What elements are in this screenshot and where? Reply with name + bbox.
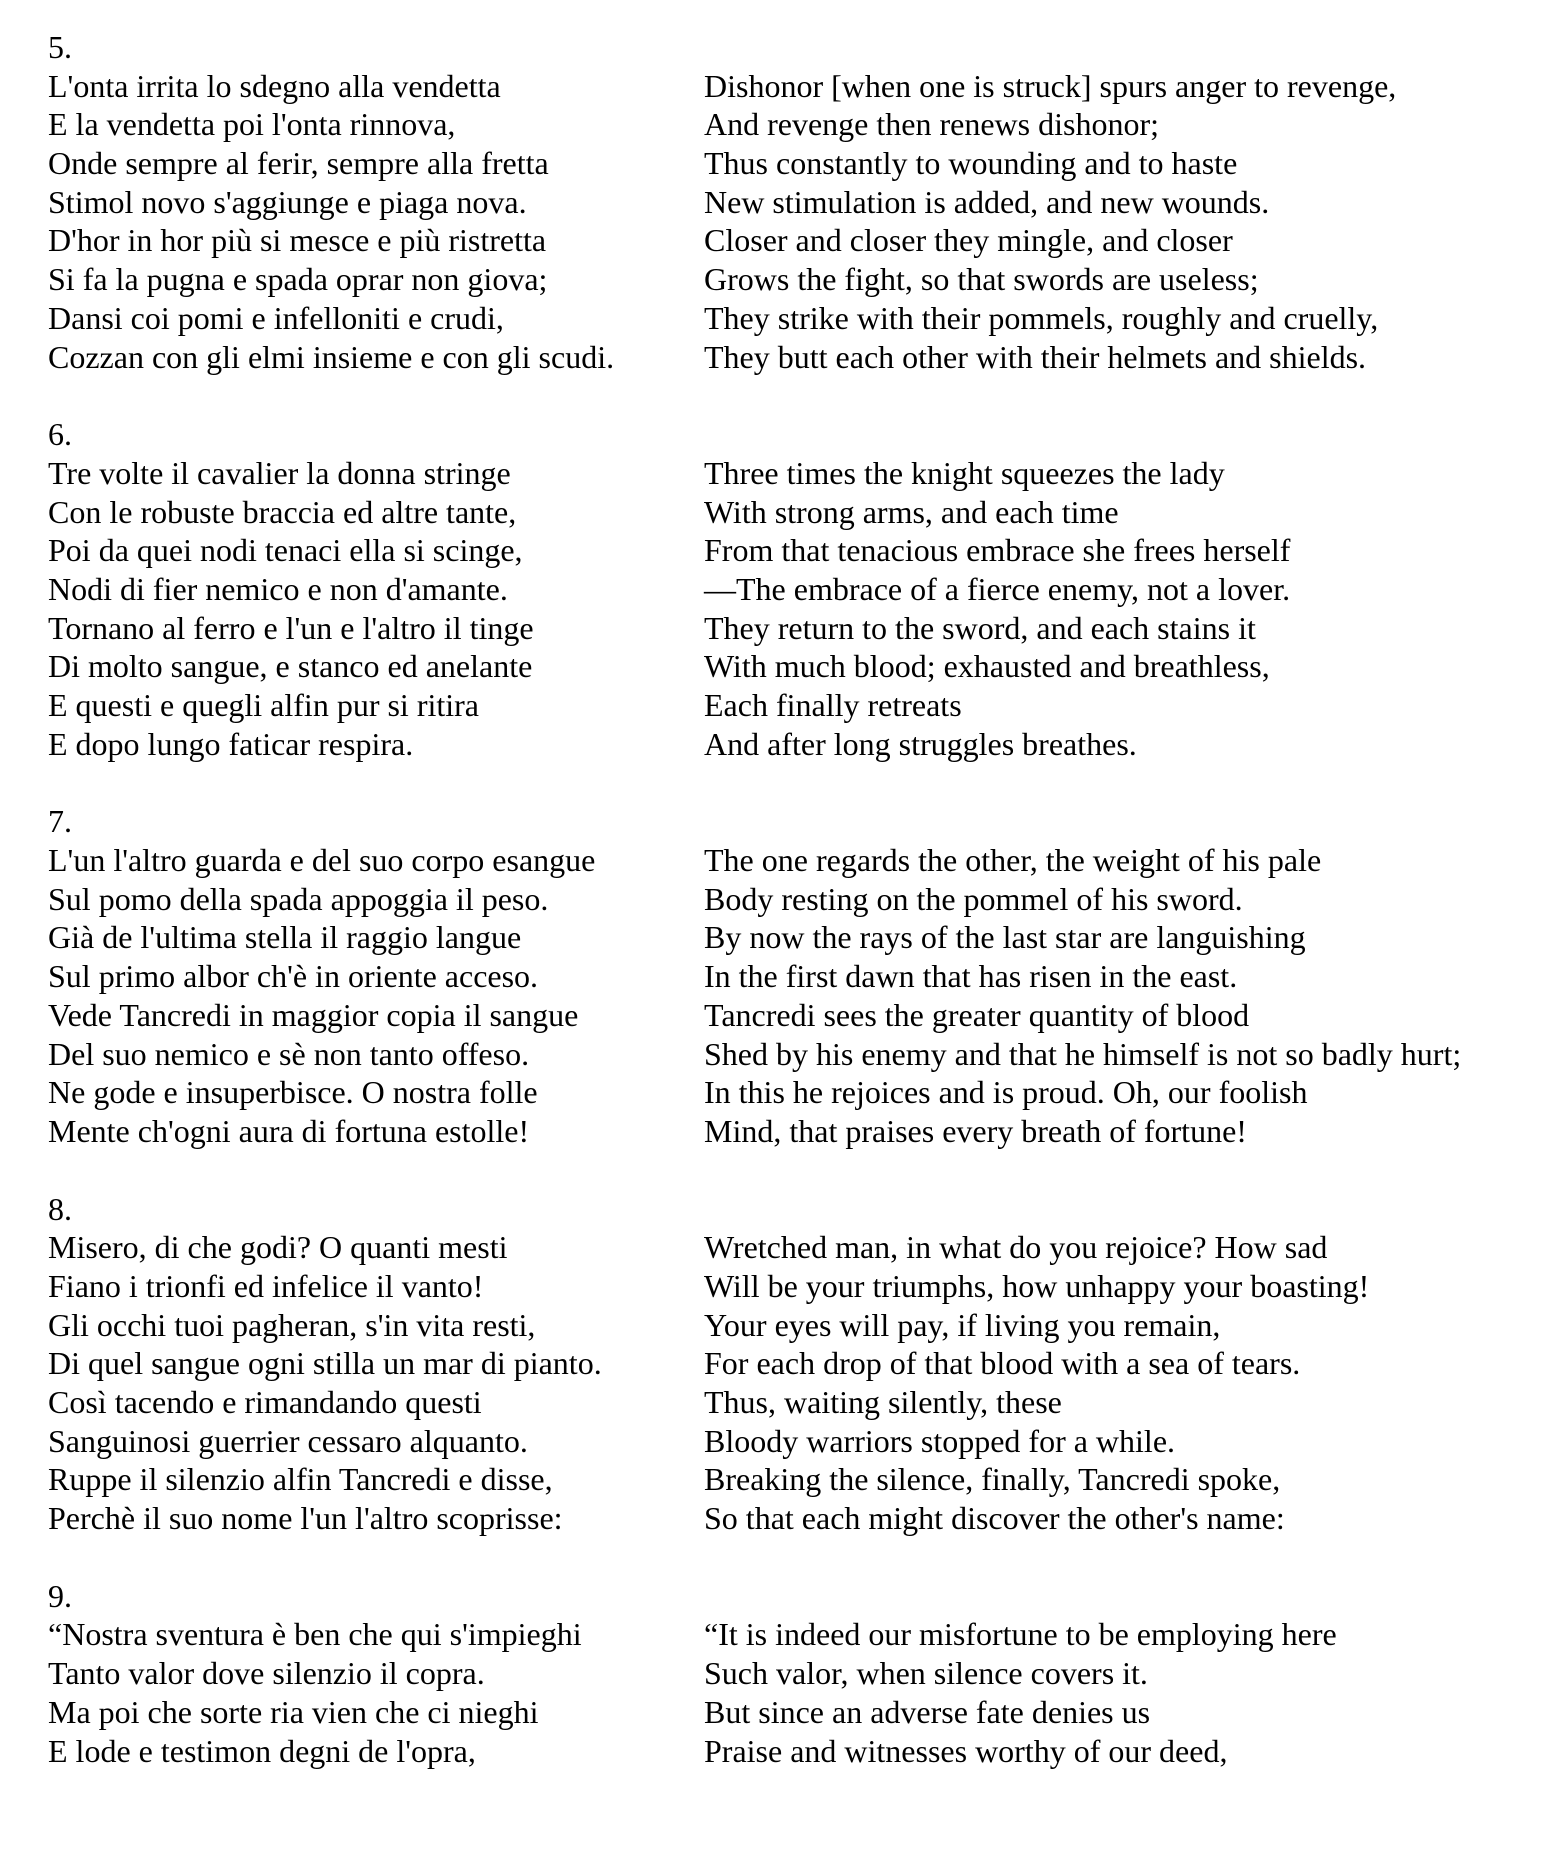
italian-verse-line: Nodi di fier nemico e non d'amante. [48, 570, 508, 607]
italian-verse-line: Così tacendo e rimandando questi [48, 1384, 482, 1420]
stanza-number: 5. [48, 29, 72, 65]
verse-row [0, 260, 1544, 299]
italian-verse-line: Tornano al ferro e l'un e l'altro il tinge [48, 609, 534, 646]
italian-verse-line: E dopo lungo faticar respira. [48, 725, 414, 762]
verse-row [0, 1306, 1544, 1345]
verse-row [0, 647, 1544, 686]
stanza-number-row [0, 28, 1544, 67]
verse-row [0, 67, 1544, 106]
bilingual-poem-document [0, 28, 1544, 1809]
italian-verse-line: Sul pomo della spada appoggia il peso. [48, 880, 549, 917]
verse-row [0, 144, 1544, 183]
english-translation-line: New stimulation is added, and new wounds. [704, 183, 1270, 220]
english-translation-line: Dishonor [when one is struck] spurs anger to revenge, [704, 67, 1397, 104]
english-translation-line: Thus, waiting silently, these [704, 1384, 1062, 1420]
verse-row [0, 880, 1544, 919]
english-translation-line: Your eyes will pay, if living you remain, [704, 1306, 1221, 1343]
verse-row [0, 1654, 1544, 1693]
stanza-number: 6. [48, 416, 72, 453]
english-translation-line: From that tenacious embrace she frees herself [704, 532, 1291, 569]
english-translation-line: Shed by his enemy and that he himself is not so badly hurt; [704, 1035, 1462, 1072]
stanza [0, 1577, 1544, 1770]
english-translation-line: —The embrace of a fierce enemy, not a lover. [704, 570, 1291, 607]
italian-verse-line: Sanguinosi guerrier cessaro alquanto. [48, 1422, 528, 1459]
english-translation-line: So that each might discover the other's name: [704, 1500, 1285, 1537]
verse-row [0, 493, 1544, 532]
italian-verse-line: Ne gode e insuperbisce. O nostra folle [48, 1074, 538, 1111]
italian-verse-line: Di molto sangue, e stanco ed anelante [48, 648, 533, 685]
italian-verse-line: Vede Tancredi in maggior copia il sangue [48, 996, 579, 1033]
english-translation-line: They butt each other with their helmets and shields. [704, 338, 1367, 375]
stanza-number-row [0, 415, 1544, 454]
verse-row [0, 1732, 1544, 1771]
verse-row [0, 609, 1544, 648]
english-translation-line: In this he rejoices and is proud. Oh, our foolish [704, 1074, 1308, 1111]
english-translation-line: Such valor, when silence covers it. [704, 1655, 1148, 1692]
italian-verse-line: D'hor in hor più si mesce e più ristretta [48, 222, 547, 259]
italian-verse-line: Dansi coi pomi e infelloniti e crudi, [48, 299, 504, 336]
italian-verse-line: Fiano i trionfi ed infelice il vanto! [48, 1267, 484, 1304]
verse-row [0, 1267, 1544, 1306]
english-translation-line: They strike with their pommels, roughly and cruelly, [704, 299, 1379, 336]
italian-verse-line: “Nostra sventura è ben che qui s'impieghi [48, 1616, 582, 1653]
italian-verse-line: Misero, di che godi? O quanti mesti [48, 1229, 508, 1266]
italian-verse-line: Mente ch'ogni aura di fortuna estolle! [48, 1112, 530, 1149]
english-translation-line: And after long struggles breathes. [704, 725, 1137, 762]
english-translation-line: Bloody warriors stopped for a while. [704, 1422, 1176, 1459]
stanza [0, 1190, 1544, 1538]
verse-row [0, 1228, 1544, 1267]
stanza-number-row [0, 802, 1544, 841]
verse-row [0, 183, 1544, 222]
verse-row [0, 1112, 1544, 1151]
english-translation-line: For each drop of that blood with a sea of tears. [704, 1345, 1301, 1382]
verse-row [0, 338, 1544, 377]
italian-verse-line: Già de l'ultima stella il raggio langue [48, 919, 522, 956]
verse-row [0, 454, 1544, 493]
english-translation-line: “It is indeed our misfortune to be employing here [704, 1616, 1337, 1653]
verse-row [0, 1383, 1544, 1422]
english-translation-line: Grows the fight, so that swords are useless; [704, 261, 1259, 298]
verse-row [0, 1035, 1544, 1074]
english-translation-line: In the first dawn that has risen in the east. [704, 958, 1238, 995]
english-translation-line: Closer and closer they mingle, and closer [704, 222, 1233, 259]
italian-verse-line: Di quel sangue ogni stilla un mar di pianto. [48, 1345, 602, 1382]
italian-verse-line: E questi e quegli alfin pur si ritira [48, 687, 479, 723]
italian-verse-line: Si fa la pugna e spada oprar non giova; [48, 261, 548, 298]
stanza-number-row [0, 1190, 1544, 1229]
english-translation-line: Body resting on the pommel of his sword. [704, 880, 1243, 917]
italian-verse-line: E la vendetta poi l'onta rinnova, [48, 106, 456, 143]
english-translation-line: Wretched man, in what do you rejoice? How sad [704, 1229, 1328, 1266]
verse-row [0, 299, 1544, 338]
verse-row [0, 1499, 1544, 1538]
english-translation-line: The one regards the other, the weight of his pale [704, 842, 1322, 879]
italian-verse-line: Con le robuste braccia ed altre tante, [48, 493, 517, 530]
verse-row [0, 918, 1544, 957]
english-translation-line: With much blood; exhausted and breathless, [704, 648, 1270, 685]
italian-verse-line: Onde sempre al ferir, sempre alla fretta [48, 145, 549, 182]
italian-verse-line: L'un l'altro guarda e del suo corpo esangue [48, 842, 596, 879]
stanza-number: 9. [48, 1577, 72, 1614]
italian-verse-line: L'onta irrita lo sdegno alla vendetta [48, 67, 501, 104]
italian-verse-line: Perchè il suo nome l'un l'altro scoprisse: [48, 1500, 563, 1537]
verse-row [0, 725, 1544, 764]
italian-verse-line: Sul primo albor ch'è in oriente acceso. [48, 958, 539, 995]
stanza [0, 415, 1544, 763]
stanza [0, 802, 1544, 1150]
italian-verse-line: Cozzan con gli elmi insieme e con gli scudi. [48, 338, 615, 375]
stanza-number-row [0, 1577, 1544, 1616]
verse-row [0, 1073, 1544, 1112]
english-translation-line: Breaking the silence, finally, Tancredi spoke, [704, 1461, 1281, 1498]
english-translation-line: Three times the knight squeezes the lady [704, 454, 1225, 491]
stanza-number: 8. [48, 1190, 72, 1227]
verse-row [0, 1615, 1544, 1654]
verse-row [0, 957, 1544, 996]
english-translation-line: Tancredi sees the greater quantity of blood [704, 996, 1250, 1033]
italian-verse-line: Tre volte il cavalier la donna stringe [48, 454, 511, 491]
stanza-number: 7. [48, 803, 72, 840]
verse-row [0, 531, 1544, 570]
verse-row [0, 1422, 1544, 1461]
italian-verse-line: E lode e testimon degni de l'opra, [48, 1732, 476, 1769]
verse-row [0, 686, 1544, 725]
italian-verse-line: Ruppe il silenzio alfin Tancredi e disse, [48, 1461, 553, 1498]
verse-row [0, 221, 1544, 260]
english-translation-line: Each finally retreats [704, 687, 962, 723]
english-translation-line: Praise and witnesses worthy of our deed, [704, 1732, 1228, 1769]
verse-row [0, 996, 1544, 1035]
english-translation-line: But since an adverse fate denies us [704, 1693, 1151, 1730]
verse-row [0, 1693, 1544, 1732]
italian-verse-line: Stimol novo s'aggiunge e piaga nova. [48, 183, 527, 220]
verse-row [0, 841, 1544, 880]
italian-verse-line: Gli occhi tuoi pagheran, s'in vita resti, [48, 1306, 536, 1343]
verse-row [0, 105, 1544, 144]
english-translation-line: With strong arms, and each time [704, 493, 1119, 530]
english-translation-line: They return to the sword, and each stains it [704, 609, 1256, 646]
stanza [0, 28, 1544, 376]
verse-row [0, 1344, 1544, 1383]
italian-verse-line: Del suo nemico e sè non tanto offeso. [48, 1035, 530, 1072]
english-translation-line: Mind, that praises every breath of fortune! [704, 1112, 1247, 1149]
verse-row [0, 1460, 1544, 1499]
italian-verse-line: Tanto valor dove silenzio il copra. [48, 1655, 485, 1692]
verse-row [0, 570, 1544, 609]
italian-verse-line: Ma poi che sorte ria vien che ci nieghi [48, 1693, 539, 1730]
english-translation-line: And revenge then renews dishonor; [704, 106, 1159, 143]
italian-verse-line: Poi da quei nodi tenaci ella si scinge, [48, 532, 523, 569]
english-translation-line: By now the rays of the last star are languishing [704, 919, 1306, 956]
english-translation-line: Thus constantly to wounding and to haste [704, 145, 1238, 182]
english-translation-line: Will be your triumphs, how unhappy your boasting! [704, 1267, 1370, 1304]
